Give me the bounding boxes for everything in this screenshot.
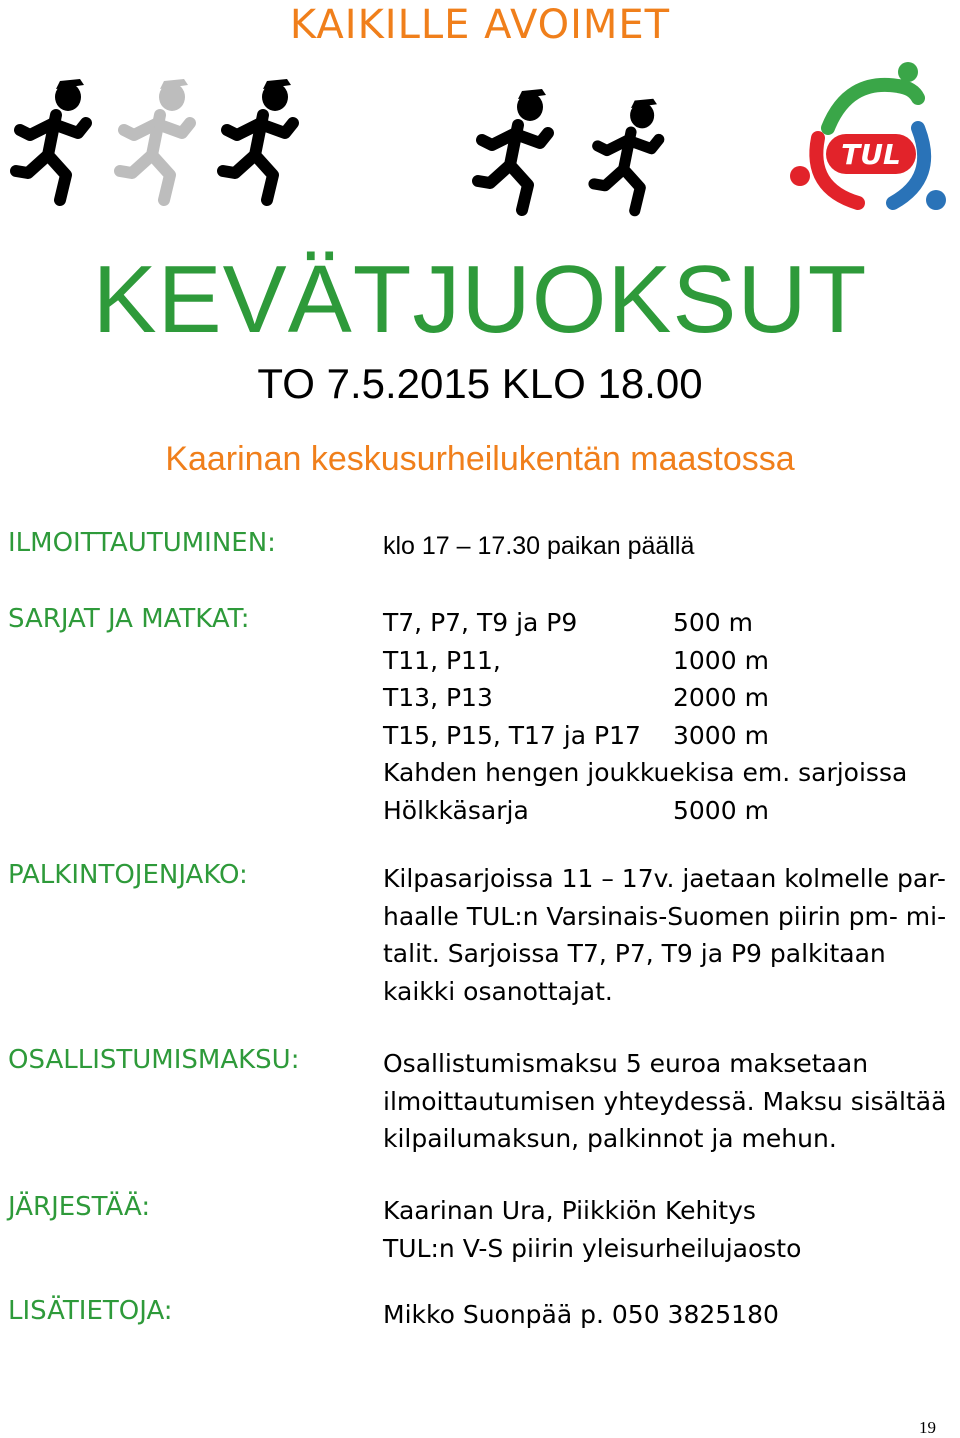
- series-distance: 1000 m: [673, 645, 769, 675]
- table-row: [383, 792, 907, 830]
- organizer-line: TUL:n V-S piirin yleisurheilujaosto: [383, 1233, 802, 1263]
- info-text: Mikko Suonpää p. 050 3825180: [383, 1300, 779, 1329]
- registration-text: klo 17 – 17.30 paikan päällä: [383, 532, 695, 560]
- organizer-line: Kaarinan Ura, Piikkiön Kehitys: [383, 1196, 756, 1225]
- series-classes: T11, P11,: [383, 645, 501, 675]
- table-row: [383, 679, 907, 717]
- logo-text: TUL: [841, 138, 901, 171]
- table-row: [383, 717, 907, 755]
- fee-line: Osallistumismaksu 5 euroa maksetaan: [383, 1049, 869, 1078]
- fee-line: kilpailumaksun, palkinnot ja mehun.: [383, 1124, 837, 1153]
- series-table: [383, 604, 907, 829]
- organizer-label: JÄRJESTÄÄ:: [8, 1192, 151, 1222]
- awards-line: kaikki osanottajat.: [383, 976, 613, 1006]
- runner-icon: [8, 75, 118, 210]
- runner-icon: [585, 95, 690, 220]
- table-row: [383, 604, 907, 642]
- team-note: Kahden hengen joukkuekisa em. sarjoissa: [383, 758, 908, 787]
- event-venue: Kaarinan keskusurheilukentän maastossa: [165, 440, 795, 478]
- awards-label: PALKINTOJENJAKO:: [8, 860, 248, 890]
- registration-label: ILMOITTAUTUMINEN:: [8, 528, 276, 558]
- page-number: 19: [919, 1418, 936, 1437]
- series-classes: T15, P15, T17 ja P17: [383, 720, 641, 750]
- fee-line: ilmoittautumisen yhteydessä. Maksu sisältää: [383, 1086, 947, 1116]
- fee-label: OSALLISTUMISMAKSU:: [8, 1045, 300, 1075]
- series-block: [383, 604, 907, 829]
- organizer-text: [383, 1192, 801, 1267]
- series-distance: 2000 m: [673, 683, 769, 712]
- awards-line: talit. Sarjoissa T7, P7, T9 ja P9 palkitaan: [383, 939, 886, 968]
- series-distance: 5000 m: [673, 795, 769, 825]
- series-classes: T13, P13: [383, 683, 493, 712]
- awards-text: [383, 860, 946, 1010]
- info-label: LISÄTIETOJA:: [8, 1296, 173, 1326]
- runner-icon: [112, 75, 222, 210]
- series-distance: 500 m: [673, 608, 754, 637]
- awards-line: Kilpasarjoissa 11 – 17v. jaetaan kolmelle par-: [383, 864, 946, 893]
- event-banner: KAIKILLE AVOIMET: [289, 2, 671, 48]
- fee-text: [383, 1045, 946, 1158]
- tul-logo-icon: [788, 58, 948, 218]
- table-row: [383, 642, 907, 680]
- runner-icon: [470, 85, 580, 220]
- runner-icon: [215, 75, 325, 210]
- series-distance: 3000 m: [673, 720, 769, 750]
- series-label: SARJAT JA MATKAT:: [8, 604, 250, 634]
- series-classes: T7, P7, T9 ja P9: [383, 608, 578, 637]
- awards-line: haalle TUL:n Varsinais-Suomen piirin pm- mi-: [383, 901, 947, 931]
- event-date: TO 7.5.2015 KLO 18.00: [257, 360, 703, 407]
- table-row: [383, 754, 907, 792]
- series-classes: Hölkkäsarja: [383, 795, 529, 825]
- page-title: KEVÄTJUOKSUT: [92, 246, 868, 353]
